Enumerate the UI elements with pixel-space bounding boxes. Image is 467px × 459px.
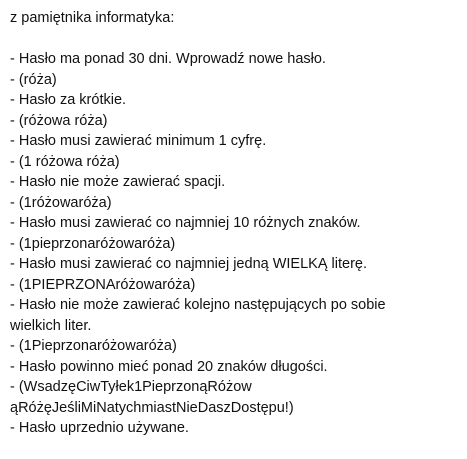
text-line: - (1pieprzonaróżowaróża) <box>10 235 176 252</box>
text-line: - Hasło musi zawierać minimum 1 cyfrę. <box>10 133 267 149</box>
text-line: - Hasło powinno mieć ponad 20 znaków długości. <box>10 358 328 375</box>
text-line: - Hasło nie może zawierać spacji. <box>10 174 226 190</box>
text-line: - Hasło uprzednio używane. <box>10 420 189 436</box>
text-line: - (1PIEPRZONAróżowaróża) <box>10 276 196 293</box>
text-line: - Hasło ma ponad 30 dni. Wprowadź nowe hasło. <box>10 51 326 67</box>
text-line: - (różowa róża) <box>10 112 108 129</box>
text-line: - Hasło za krótkie. <box>10 92 127 108</box>
text-line: - (1 różowa róża) <box>10 153 120 170</box>
text-line: - (WsadzęCiwTyłek1PieprzonąRóżow <box>10 379 252 395</box>
text-line-continuation: ąRóżęJeśliMiNatychmiastNieDaszDostępu!) <box>10 399 294 416</box>
text-line-continuation: wielkich liter. <box>10 317 92 334</box>
text-line: - Hasło nie może zawierać kolejno następujących po sobie <box>10 297 386 313</box>
text-line: - Hasło musi zawierać co najmniej 10 różnych znaków. <box>10 215 361 231</box>
text-line: - (1różowaróża) <box>10 194 112 211</box>
document-heading: z pamiętnika informatyka: <box>10 10 175 26</box>
text-line: - (róża) <box>10 71 57 88</box>
text-line: - (1Pieprzonaróżowaróża) <box>10 338 177 354</box>
text-document <box>10 8 460 439</box>
text-line: - Hasło musi zawierać co najmniej jedną WIELKĄ literę. <box>10 256 367 272</box>
